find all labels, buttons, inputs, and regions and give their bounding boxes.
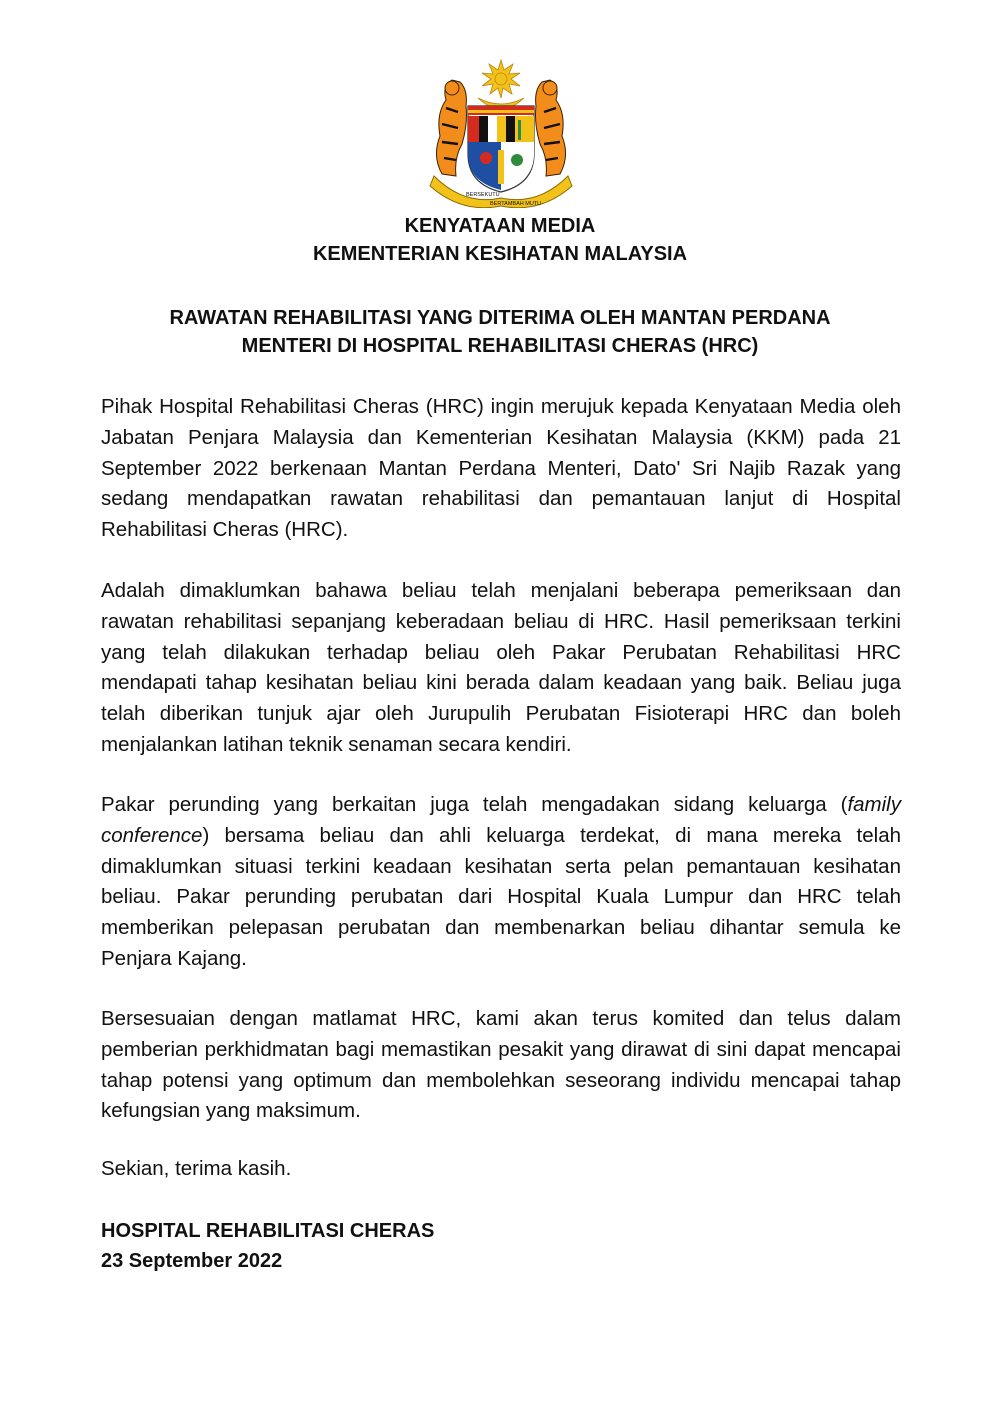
right-tiger-icon <box>536 80 566 176</box>
heading-line-1: KENYATAAN MEDIA <box>404 215 596 237</box>
paragraph-3-italic: family conference <box>101 793 901 847</box>
title-line-2: MENTERI DI HOSPITAL REHABILITASI CHERAS (HRC) <box>241 335 759 357</box>
paragraph-1: Pihak Hospital Rehabilitasi Cheras (HRC) ingin merujuk kepada Kenyataan Media oleh Jabatan Penjara Malaysia dan Kementerian Kesihatan Malaysia (KKM) pada 21 September 2022 berkenaan Mantan Perdana Menteri, Dato' Sri Najib Razak yang sedang mendapatkan rawatan rehabilitasi dan pemantauan lanjut di Hospital Rehabilitasi Cheras (HRC). <box>101 395 901 542</box>
federal-star-icon <box>482 60 520 98</box>
heading-line-2: KEMENTERIAN KESIHATAN MALAYSIA <box>312 243 688 265</box>
paragraph-3 <box>101 790 901 975</box>
coat-of-arms <box>412 58 590 208</box>
signoff-block <box>101 1216 434 1276</box>
left-tiger-icon <box>436 80 466 176</box>
paragraph-3-start: Pakar perunding yang berkaitan juga telah mengadakan sidang keluarga ( <box>101 793 848 816</box>
motto-right: BERTAMBAH MUTU <box>490 201 542 207</box>
signoff-org: HOSPITAL REHABILITASI CHERAS <box>101 1220 435 1242</box>
malaysia-coat-of-arms-icon <box>412 58 590 208</box>
shield-icon <box>468 106 534 192</box>
title-line-1: RAWATAN REHABILITASI YANG DITERIMA OLEH MANTAN PERDANA <box>169 307 831 329</box>
paragraph-3-end: ) bersama beliau dan ahli keluarga terdekat, di mana mereka telah dimaklumkan situasi terkini keadaan kesihatan serta pelan pemantauan kesihatan beliau. Pakar perunding perubatan dari Hospital Kuala Lumpur dan HRC telah memberikan pelepasan perubatan dan membenarkan beliau dihantar semula ke Penjara Kajang. <box>101 823 901 970</box>
paragraph-4: Bersesuaian dengan matlamat HRC, kami akan terus komited dan telus dalam pemberian perkhidmatan bagi memastikan pesakit yang dirawat di sini dapat mencapai tahap potensi yang optimum dan membolehkan seseorang individu mencapai tahap kefungsian yang maksimum. <box>101 1007 901 1123</box>
closing-line: Sekian, terima kasih. <box>101 1157 292 1180</box>
paragraph-2: Adalah dimaklumkan bahawa beliau telah menjalani beberapa pemeriksaan dan rawatan rehabilitasi sepanjang keberadaan beliau di HRC. Hasil pemeriksaan terkini yang telah dilakukan terhadap beliau oleh Pakar Perubatan Rehabilitasi HRC mendapati tahap kesihatan beliau kini berada dalam keadaan yang baik. Beliau juga telah diberikan tunjuk ajar oleh Jurupulih Perubatan Fisioterapi HRC dan boleh menjalankan latihan teknik senaman secara kendiri. <box>101 579 901 756</box>
media-statement-heading <box>100 212 900 268</box>
signoff-date: 23 September 2022 <box>101 1250 283 1272</box>
statement-title <box>100 304 900 360</box>
motto-left: BERSEKUTU <box>466 192 500 198</box>
